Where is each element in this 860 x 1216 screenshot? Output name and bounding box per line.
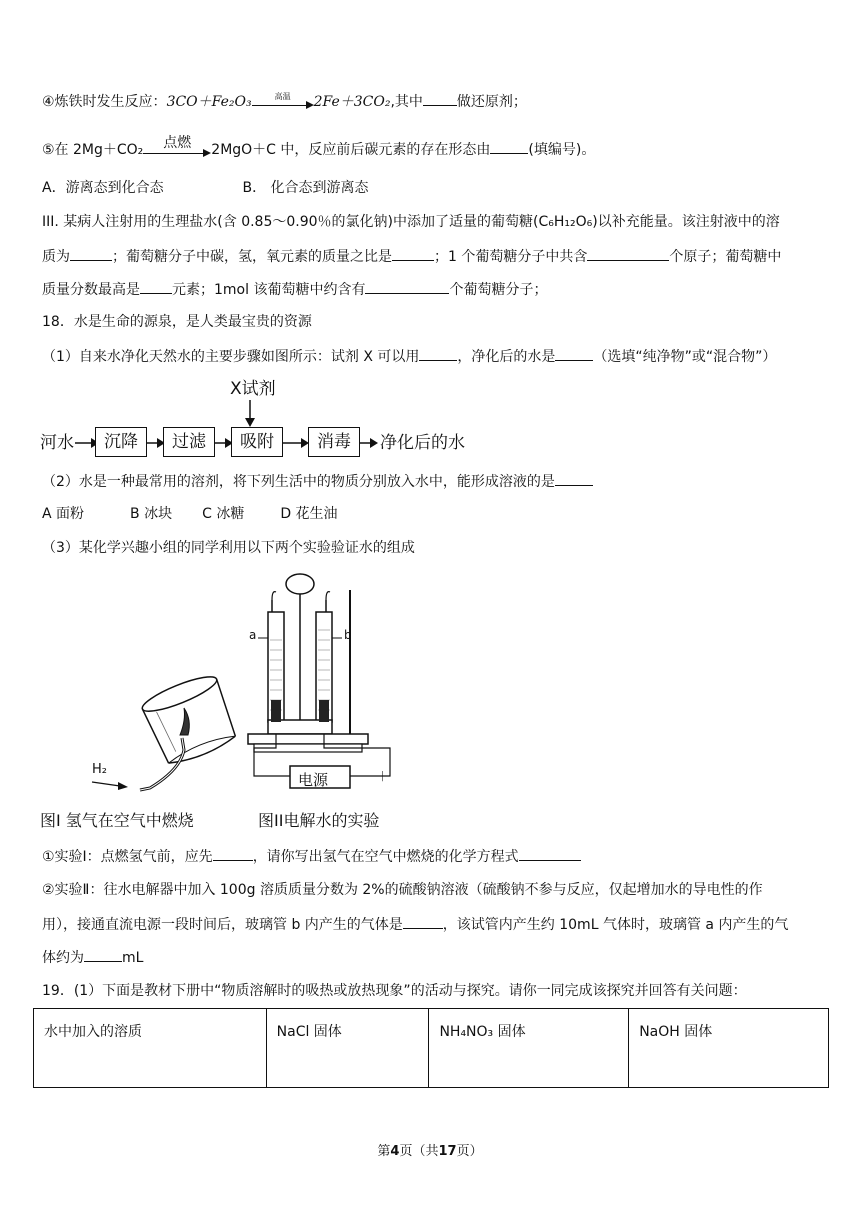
question-title: 19．(1）下面是教材下册中“物质溶解时的吸热或放热现象”的活动与探究。请你一同完成该探究并回答有关问题： — [42, 983, 747, 999]
text: 做还原剂； — [456, 94, 527, 110]
reagent-label: X试剂 — [230, 379, 276, 399]
text: 体约为 — [42, 950, 84, 966]
reaction-arrow — [143, 135, 211, 159]
text: ；葡萄糖分子中碳，氢，氧元素的质量之比是 — [112, 249, 392, 265]
text: ，净化后的水是 — [457, 349, 556, 365]
flow-step-sedimentation: 沉降 — [95, 427, 147, 457]
minus-terminal-label: － — [264, 770, 278, 785]
q18-options — [42, 504, 338, 524]
text: 2MgO＋C 中，反应前后碳元素的存在形态由 — [211, 142, 491, 158]
q18-sub2 — [42, 470, 593, 492]
text: ，该试管内产生约 10mL 气体时，玻璃管 a 内产生的气 — [442, 917, 789, 933]
q18-title — [42, 312, 312, 332]
answer-blank[interactable] — [423, 90, 457, 106]
answer-blank[interactable] — [392, 245, 434, 261]
answer-blank[interactable] — [84, 946, 122, 962]
page-footer: 第4页（共17页） — [377, 1144, 483, 1159]
text: ④炼铁时发生反应： — [42, 94, 167, 110]
q17-options — [42, 178, 369, 198]
answer-blank[interactable] — [555, 345, 593, 361]
text: ①实验Ⅰ：点燃氢气前，应先 — [42, 849, 213, 865]
option-b: B 冰块 — [130, 506, 173, 522]
flow-end: 净化后的水 — [380, 433, 465, 453]
arrow-right-icon — [283, 436, 309, 450]
answer-blank[interactable] — [419, 345, 457, 361]
text: 个原子；葡萄糖中 — [669, 249, 782, 265]
text: 元素；1mol 该葡萄糖中约含有 — [172, 282, 366, 298]
reaction-arrow — [252, 93, 314, 111]
q18-sub3 — [42, 538, 415, 558]
arrow-right-icon — [360, 436, 378, 450]
q17-line-5 — [42, 135, 596, 160]
text: （3）某化学兴趣小组的同学利用以下两个实验验证水的组成 — [42, 540, 415, 556]
answer-blank[interactable] — [490, 138, 528, 154]
figure-2-caption: 图II电解水的实验 — [258, 811, 380, 830]
reaction-condition: 高温 — [274, 92, 291, 101]
answer-blank[interactable] — [519, 845, 581, 861]
table-row — [34, 1009, 829, 1088]
equation-left: 3CO＋Fe₂O₃ — [166, 94, 252, 110]
text: 个葡萄糖分子； — [449, 282, 548, 298]
option-a: A 面粉 — [42, 506, 85, 522]
q18-sub1 — [42, 345, 776, 367]
solute-table — [33, 1008, 829, 1088]
text: （选填“纯净物”或“混合物”） — [593, 349, 777, 365]
table-cell: NH₄NO₃ 固体 — [429, 1009, 629, 1088]
text: (填编号)。 — [528, 142, 596, 158]
q17-part3-line2 — [42, 245, 781, 267]
table-cell: NaCl 固体 — [266, 1009, 429, 1088]
tube-a-label: a — [249, 628, 257, 642]
arrow-right-icon — [90, 778, 130, 792]
tube-b-label: b — [344, 628, 352, 642]
question-title: 18．水是生命的源泉，是人类最宝贵的资源 — [42, 314, 312, 330]
answer-blank[interactable] — [213, 845, 253, 861]
text: ②实验Ⅱ：往水电解器中加入 100g 溶质质量分数为 2%的硫酸钠溶液（硫酸钠不参与反应，仅起增加水的导电性的作 — [42, 882, 763, 898]
q17-line-4 — [42, 90, 527, 112]
option-b: B． 化合态到游离态 — [242, 180, 369, 196]
text: 质量分数最高是 — [42, 282, 140, 298]
flow-step-filtration: 过滤 — [163, 427, 215, 457]
page-number: 4 — [390, 1144, 400, 1159]
page-total: 17 — [438, 1144, 457, 1159]
text: ，请你写出氢气在空气中燃烧的化学方程式 — [252, 849, 519, 865]
flow-start: 河水 — [40, 433, 74, 453]
answer-blank[interactable] — [403, 913, 443, 929]
answer-blank[interactable] — [140, 278, 172, 294]
q18-exp2-line2 — [42, 913, 788, 935]
text: 用），接通直流电源一段时间后，玻璃管 b 内产生的气体是 — [42, 917, 403, 933]
q19-title — [42, 981, 747, 1001]
plus-terminal-label: ＋ — [376, 770, 390, 785]
q18-exp2-line3 — [42, 946, 143, 968]
power-supply-label: 电源 — [298, 771, 329, 789]
option-d: D 花生油 — [280, 506, 338, 522]
text: ；1 个葡萄糖分子中共含 — [434, 249, 588, 265]
q18-exp1 — [42, 845, 581, 867]
table-cell: 水中加入的溶质 — [34, 1009, 267, 1088]
q17-part3-line3 — [42, 278, 547, 300]
answer-blank[interactable] — [587, 245, 669, 261]
text: （2）水是一种最常用的溶剂，将下列生活中的物质分别放入水中，能形成溶液的是 — [42, 474, 555, 490]
text: （1）自来水净化天然水的主要步骤如图所示：试剂 X 可以用 — [42, 349, 420, 365]
q18-exp2-line1 — [42, 880, 763, 900]
answer-blank[interactable] — [365, 278, 449, 294]
equation-right: 2Fe＋3CO₂ — [313, 94, 391, 110]
text: ⑤在 2Mg＋CO₂ — [42, 142, 144, 158]
text: III. 某病人注射用的生理盐水(含 0.85～0.90％的氯化钠)中添加了适量的葡萄糖(C₆H₁₂O₆)以补充能量。该注射液中的溶 — [42, 214, 780, 230]
h2-label: H₂ — [92, 762, 107, 777]
answer-blank[interactable] — [70, 245, 112, 261]
answer-blank[interactable] — [555, 470, 593, 486]
option-c: C 冰糖 — [202, 506, 245, 522]
text: ,其中 — [390, 94, 423, 110]
option-a: A．游离态到化合态 — [42, 180, 164, 196]
q17-part3-line1 — [42, 212, 780, 232]
flow-step-disinfection: 消毒 — [308, 427, 360, 457]
table-cell: NaOH 固体 — [629, 1009, 829, 1088]
flow-step-adsorption: 吸附 — [231, 427, 283, 457]
figure-1-caption: 图I 氢气在空气中燃烧 — [40, 811, 194, 830]
reaction-condition: 点燃 — [163, 135, 192, 151]
text: 质为 — [42, 249, 70, 265]
text: mL — [122, 950, 144, 966]
down-arrow-icon — [240, 400, 260, 428]
